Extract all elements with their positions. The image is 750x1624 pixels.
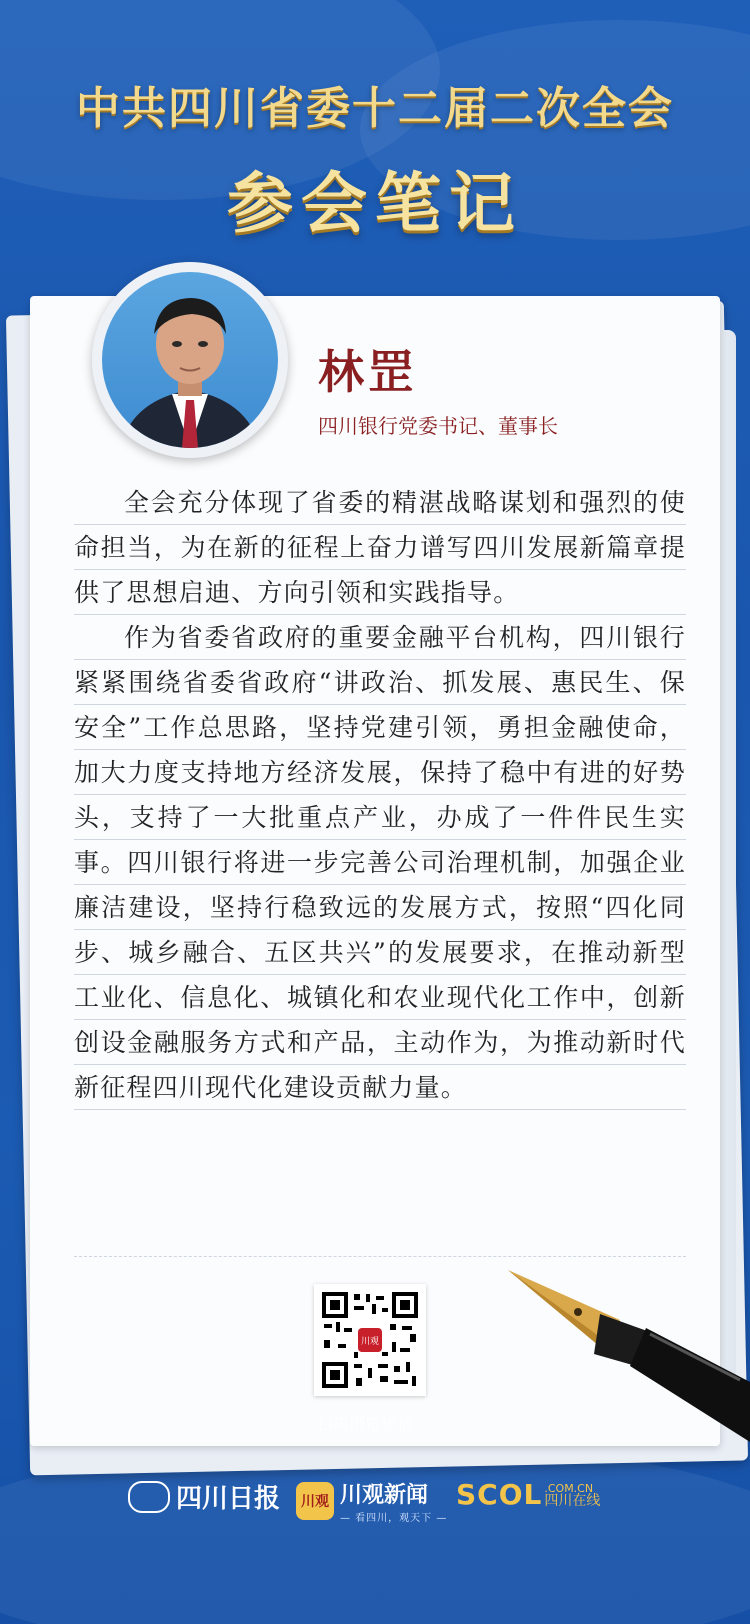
note-body [74, 480, 686, 1110]
logo-text: 四川日报 [176, 1484, 281, 1514]
logo-text: 川观新闻 [340, 1482, 429, 1508]
paragraph: 全会充分体现了省委的精湛战略谋划和强烈的使命担当，为在新的征程上奋力谱写四川发展新篇章提供了思想启迪、方向引领和实践指导。 [74, 480, 686, 615]
chuanguan-badge-icon: 川观 [296, 1482, 334, 1520]
paragraph: 作为省委省政府的重要金融平台机构，四川银行紧紧围绕省委省政府“讲政治、抓发展、惠民生、保安全”工作总思路，坚持党建引领，勇担金融使命，加大力度支持地方经济发展，保持了稳中有进的好势头，支持了一大批重点产业，办成了一件件民生实事。四川银行将进一步完善公司治理机制，加强企业廉洁建设，坚持行稳致远的发展方式，按照“四化同步、城乡融合、五区共兴”的发展要求，在推动新型工业化、信息化、城镇化和农业现代化工作中，创新创设金融服务方式和产品，主动作为，为推动新时代新征程四川现代化建设贡献力量。 [74, 615, 686, 1110]
avatar [102, 272, 278, 448]
qr-code-icon [320, 1290, 420, 1390]
title-line1: 中共四川省委十二届二次全会 [76, 83, 674, 134]
person-title: 四川银行党委书记、董事长 [318, 414, 558, 438]
logo-sichuan-daily[interactable] [128, 1478, 280, 1515]
ruled-line [74, 1256, 686, 1257]
logo-subtext: — 看四川，观天下 — [340, 1513, 448, 1524]
qr-code[interactable] [314, 1284, 426, 1396]
title-line2: 参会笔记 [227, 164, 523, 242]
scol-cn-name: 四川在线 [544, 1492, 601, 1509]
scan-caption: 扫码浏览详情 [316, 1415, 413, 1434]
logo-chuanguan-news[interactable] [296, 1478, 447, 1524]
scol-domain: .COM.CN [544, 1481, 594, 1495]
portrait-illustration [102, 272, 278, 448]
sichuan-daily-emblem-icon [128, 1481, 170, 1513]
person-name: 林罡 [318, 345, 418, 399]
fountain-pen-icon [500, 1262, 750, 1442]
scol-wordmark: SCOL [456, 1478, 543, 1511]
qr-center-label: 川观 [360, 1337, 380, 1347]
logo-scol[interactable] [456, 1478, 600, 1511]
